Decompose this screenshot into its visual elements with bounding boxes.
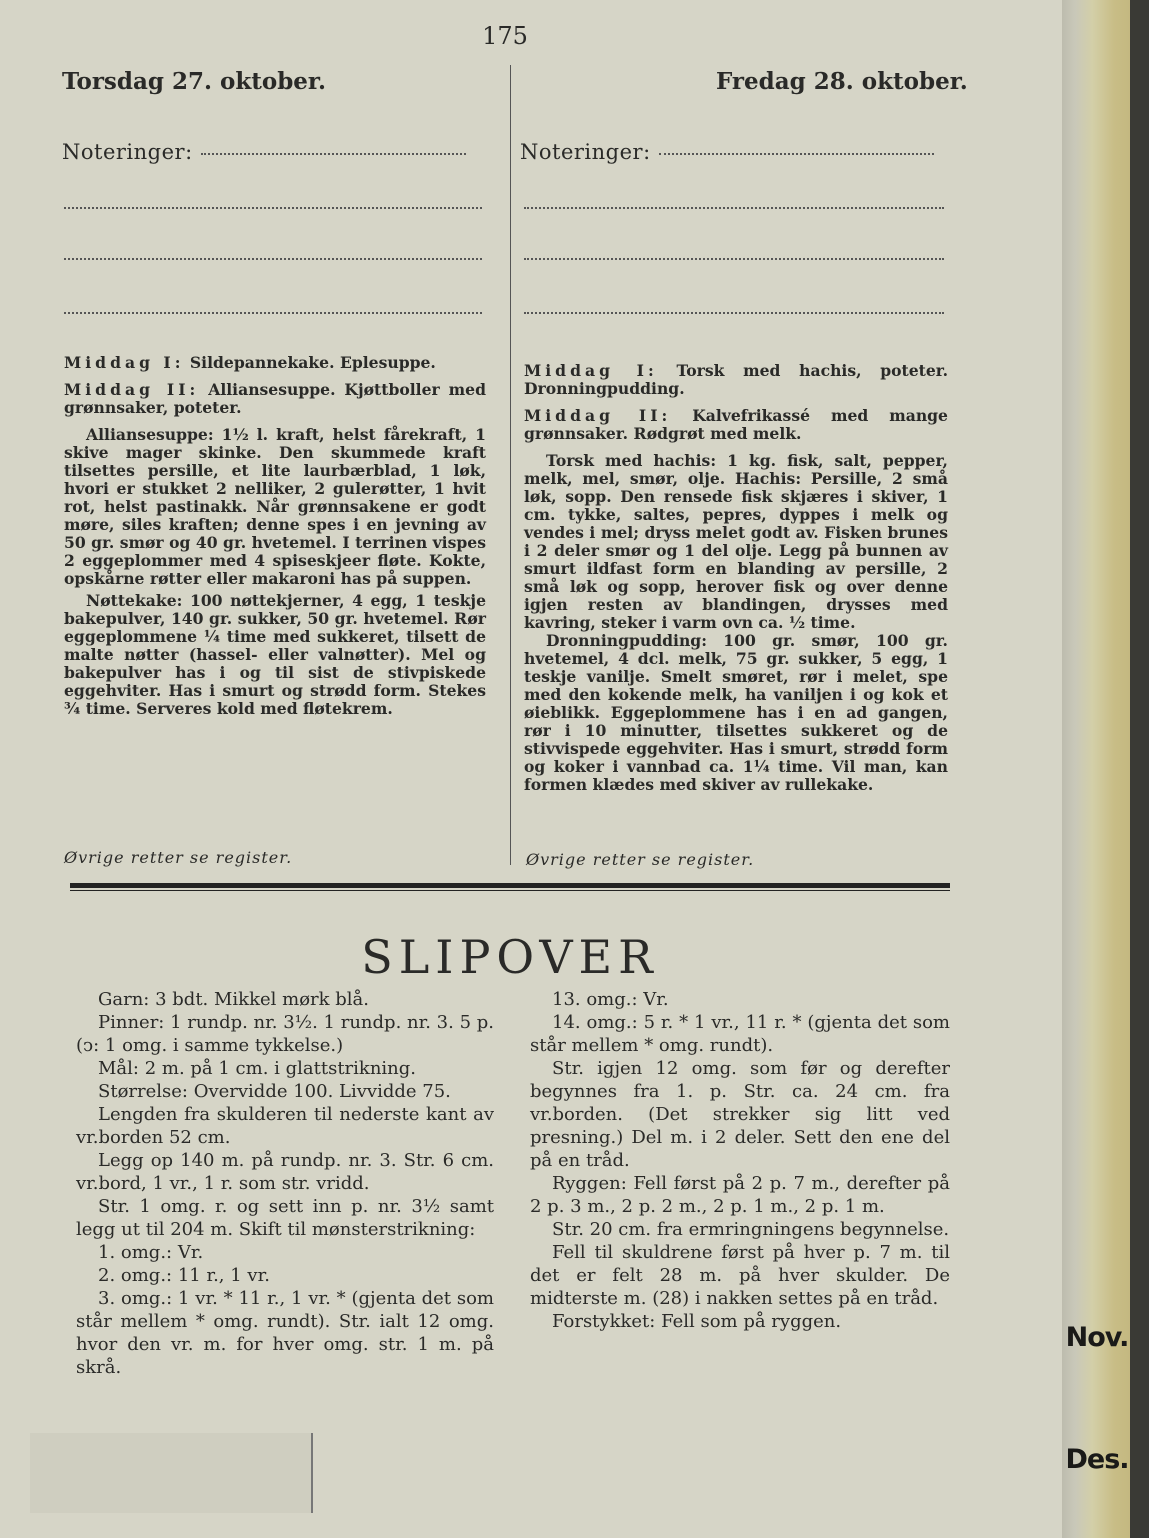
knit-paragraph: Str. 1 omg. r. og sett inn p. nr. 3½ samt legg ut til 204 m. Skift til mønsterstrikning: [76,1196,494,1240]
middag-2: Middag II: Alliansesuppe. Kjøttboller med grønnsaker, poteter. [64,380,486,417]
notes-line [524,258,944,260]
month-tab-nov[interactable]: Nov. [1065,1322,1129,1353]
knit-paragraph: Forstykket: Fell som på ryggen. [552,1311,842,1332]
page-edge-shadow [1130,0,1149,1538]
menu-left [64,354,486,718]
slipover-right-column [530,988,950,1333]
knit-paragraph: 2. omg.: 11 r., 1 vr. [98,1265,270,1286]
notes-line [64,207,482,209]
knit-paragraph: Str. 20 cm. fra ermringningens begynnelse. [552,1219,950,1240]
slipover-left-column [76,988,494,1379]
knit-paragraph: Lengden fra skulderen til nederste kant av vr.borden 52 cm. [76,1104,494,1148]
knit-paragraph: Fell til skuldrene først på hver p. 7 m. til det er felt 28 m. på hver skulder. De midterste m. (28) i nakken settes på en tråd. [530,1242,950,1309]
section-rule [70,883,950,888]
day-heading-right: Fredag 28. oktober. [716,68,968,95]
month-tab-des[interactable]: Des. [1065,1444,1129,1475]
day-heading-left: Torsdag 27. oktober. [62,68,326,95]
notes-line [659,153,934,155]
knit-paragraph: 13. omg.: Vr. [552,989,669,1010]
recipe-torsk-med-hachis: Torsk med hachis: 1 kg. fisk, salt, pepper, melk, mel, smør, olje. Hachis: Persille, 2 små løk, sopp. Den rensede fisk skjæres i skiver, 1 cm. tykke, saltes, pepres, dyppes i melk og vendes i mel; dryss melet godt av. Fisken brunes i 2 deler smør og 1 del olje. Legg på bunnen av smurt ildfast form en blanding av persille, 2 små løk og sopp, herover fisk og over denne igjen resten av blandingen, drysses med kavring, steker i varm ovn ca. ½ time. [524,451,948,632]
recipe-dronningpudding: Dronningpudding: 100 gr. smør, 100 gr. hvetemel, 4 dcl. melk, 75 gr. sukker, 5 egg, 1 teskje vanilje. Smelt smøret, rør i melet, spe med den kokende melk, ha vaniljen i og kok et øieblikk. Eggeplommene has i en ad gangen, rør i 10 minutter, tilsettes sukkeret og de stivvispede eggehviter. Has i smurt, strødd form og koker i vannbad ca. 1¼ time. Vil man, kan formen klædes med skiver av rullekake. [524,631,948,794]
knit-paragraph: 1. omg.: Vr. [98,1242,204,1263]
notes-line [64,312,482,314]
notes-left [62,140,466,164]
footer-right: Øvrige retter se register. [526,850,755,869]
knit-paragraph: Str. igjen 12 omg. som før og derefter begynnes fra 1. p. Str. ca. 24 cm. fra vr.borden. (Det strekker sig litt ved presning.) Del m. i 2 deler. Sett den ene del på en tråd. [530,1058,950,1171]
notes-right [520,140,934,164]
section-rule [70,890,950,891]
knit-paragraph: Legg op 140 m. på rundp. nr. 3. Str. 6 cm. vr.bord, 1 vr., 1 r. som str. vridd. [76,1150,494,1194]
knit-paragraph: Størrelse: Overvidde 100. Livvidde 75. [98,1081,451,1102]
recipe-alliansesuppe: Alliansesuppe: 1½ l. kraft, helst fårekraft, 1 skive mager skinke. Den skummede kraft tilsettes persille, et lite laurbærblad, 1 løk, hvori er stukket 2 nelliker, 2 gulerøtter, 1 hvit rot, helst pastinakk. Når grønnsakene er godt møre, siles kraften; denne spes i en jevning av 50 gr. smør og 40 gr. hvetemel. I terrinen vispes 2 eggeplommer med 4 spiseskjeer fløte. Kokte, opskårne røtter eller makaroni has på suppen. [64,425,486,588]
knit-paragraph: 14. omg.: 5 r. * 1 vr., 11 r. * (gjenta det som står mellem * omg. rundt). [530,1012,950,1056]
notes-line [201,153,466,155]
column-divider [510,65,511,865]
knit-paragraph: Garn: 3 bdt. Mikkel mørk blå. [98,989,369,1010]
recipe-nottekake: Nøttekake: 100 nøttekjerner, 4 egg, 1 teskje bakepulver, 140 gr. sukker, 50 gr. hvetemel. Rør eggeplommene ¼ time med sukkeret, tilsett de malte nøtter (hassel- eller valnøtter). Mel og bakepulver has i og til sist de stivpiskede eggehviter. Has i smurt og strødd form. Stekes ¾ time. Serveres kold med fløtekrem. [64,591,486,718]
notes-line [64,258,482,260]
notes-label: Noteringer: [520,140,651,164]
knit-paragraph: Mål: 2 m. på 1 cm. i glattstrikning. [98,1058,417,1079]
footer-left: Øvrige retter se register. [64,848,293,867]
notes-line [524,312,944,314]
middag-1: Middag I: Torsk med hachis, poteter. Dronningpudding. [524,361,949,398]
library-stamp-area [30,1433,313,1513]
knit-paragraph: Ryggen: Fell først på 2 p. 7 m., derefter på 2 p. 3 m., 2 p. 2 m., 2 p. 1 m., 2 p. 1 m. [530,1173,950,1217]
middag-1: Middag I: Sildepannekake. Eplesuppe. [64,353,436,372]
knit-paragraph: 3. omg.: 1 vr. * 11 r., 1 vr. * (gjenta det som står mellem * omg. rundt). Str. ialt 12 omg. hvor den vr. m. for hver omg. str. 1 m. på skrå. [76,1288,494,1378]
knit-paragraph: Pinner: 1 rundp. nr. 3½. 1 rundp. nr. 3. 5 p. (ↄ: 1 omg. i samme tykkelse.) [76,1012,494,1056]
notes-line [524,207,944,209]
menu-right [524,362,948,794]
notes-label: Noteringer: [62,140,193,164]
page-number: 175 [482,22,528,50]
slipover-title: SLIPOVER [361,930,659,984]
middag-2: Middag II: Kalvefrikassé med mange grønnsaker. Rødgrøt med melk. [524,406,948,443]
